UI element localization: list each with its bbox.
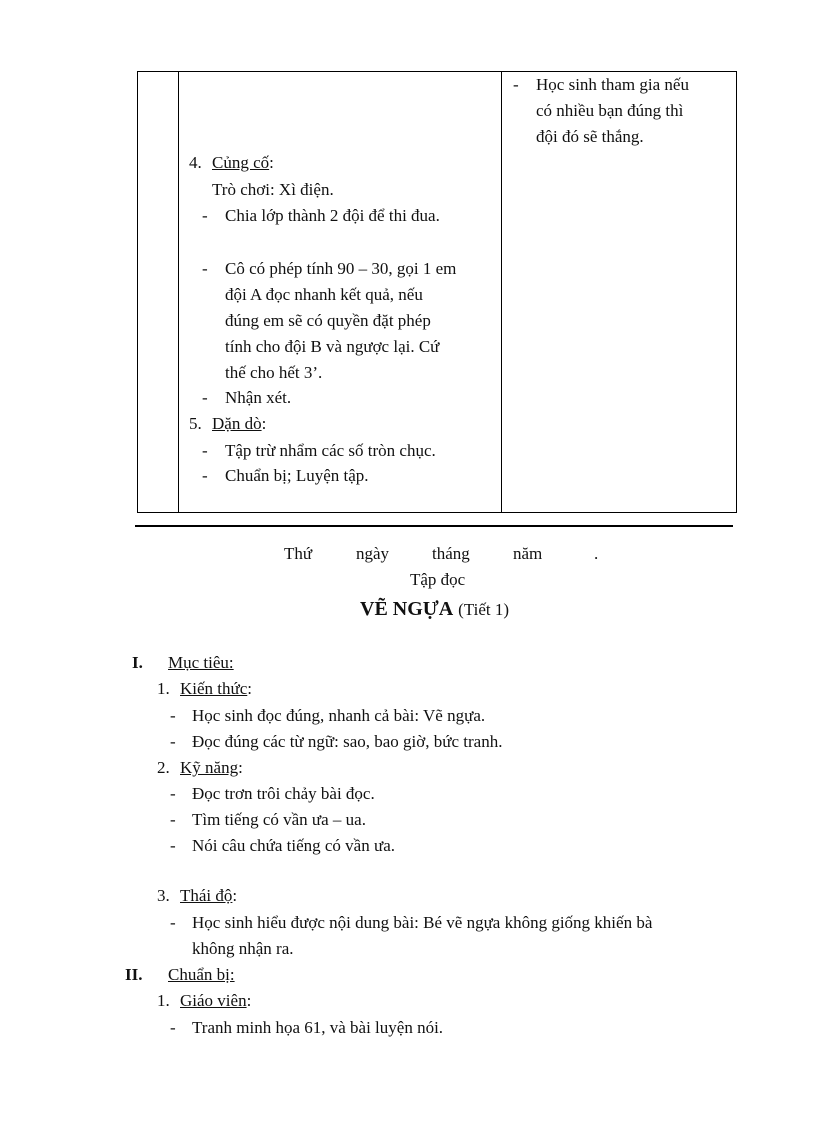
separator-line [135,525,733,527]
bullet-dash: - [170,706,176,725]
item-title: Kiến thức: [180,679,253,698]
item-number: 3. [157,886,170,905]
bullet-dash: - [170,732,176,751]
item-number: 1. [157,679,170,698]
section-title: Củng cố: [212,153,274,172]
bullet-text: Chia lớp thành 2 đội để thi đua. [225,206,440,225]
bullet-text: đúng em sẽ có quyền đặt phép [225,311,431,330]
section-roman: I. [132,653,143,672]
section-number: 5. [189,414,202,433]
col3-line: đội đó sẽ thắng. [536,127,644,146]
bullet-text: Cô có phép tính 90 – 30, gọi 1 em [225,259,457,278]
bullet-text: Nhận xét. [225,388,292,407]
bullet-text: Tập trừ nhẩm các số tròn chục. [225,441,436,460]
section-heading: Chuẩn bị: [168,965,235,984]
date-label-date: ngày [356,544,390,563]
bullet-dash: - [513,75,519,94]
bullet-dash: - [170,836,176,855]
table-divider-1 [178,71,179,513]
date-label-day: Thứ [284,544,313,563]
col3-line: Học sinh tham gia nếu [536,75,689,94]
section-heading: Mục tiêu: [168,653,234,672]
date-label-year: năm [513,544,543,563]
col3-line: có nhiều bạn đúng thì [536,101,684,120]
bullet-text: tính cho đội B và ngược lại. Cứ [225,337,440,356]
bullet-dash: - [170,1018,176,1037]
bullet-dash: - [170,810,176,829]
bullet-dash: - [202,206,208,225]
bullet-text: Đọc đúng các từ ngữ: sao, bao giờ, bức tranh. [192,732,503,751]
bullet-dash: - [202,466,208,485]
bullet-text: Tìm tiếng có vần ưa – ua. [192,810,366,829]
bullet-text: thế cho hết 3’. [225,363,323,382]
table-divider-2 [501,71,502,513]
bullet-dash: - [202,388,208,407]
item-title: Kỹ năng: [180,758,243,777]
date-label-month: tháng [432,544,470,563]
page-title: VẼ NGỰA (Tiết 1) [360,598,510,620]
bullet-dash: - [170,913,176,932]
bullet-text: Học sinh đọc đúng, nhanh cả bài: Vẽ ngựa. [192,706,486,725]
item-number: 1. [157,991,170,1010]
item-number: 2. [157,758,170,777]
subject: Tập đọc [410,570,466,589]
section-title: Dặn dò: [212,414,267,433]
bullet-dash: - [170,784,176,803]
bullet-text: Chuẩn bị; Luyện tập. [225,466,369,485]
bullet-text: Đọc trơn trôi chảy bài đọc. [192,784,375,803]
date-period: . [594,544,599,563]
bullet-dash: - [202,441,208,460]
table-right-border [736,71,737,513]
table-bottom-border [137,512,737,513]
bullet-text: Nói câu chứa tiếng có vần ưa. [192,836,395,855]
bullet-text: không nhận ra. [192,939,294,958]
bullet-text: đội A đọc nhanh kết quả, nếu [225,285,423,304]
bullet-text: Học sinh hiểu được nội dung bài: Bé vẽ ngựa không giống khiến bà [192,913,653,932]
table-left-border [137,71,138,513]
section-number: 4. [189,153,202,172]
bullet-text: Tranh minh họa 61, và bài luyện nói. [192,1018,444,1037]
section-roman: II. [125,965,143,984]
item-title: Giáo viên: [180,991,252,1010]
bullet-dash: - [202,259,208,278]
item-title: Thái độ: [180,886,238,905]
table-top-border [137,71,737,72]
game-line: Trò chơi: Xì điện. [212,180,334,199]
